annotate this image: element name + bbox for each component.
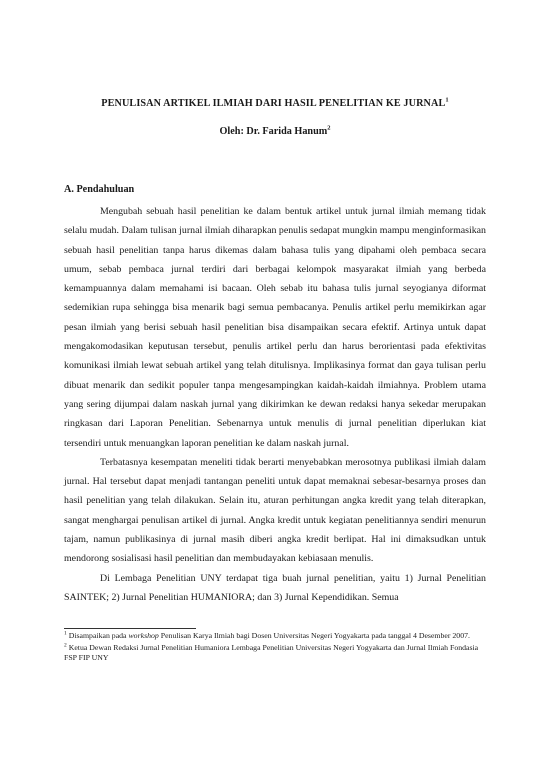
footnotes bbox=[64, 631, 486, 665]
footnote bbox=[64, 631, 486, 642]
body-text bbox=[64, 202, 486, 607]
footnote-divider bbox=[64, 628, 196, 629]
footnote-number: 1 bbox=[64, 630, 67, 637]
author-footnote-mark: 2 bbox=[327, 124, 331, 132]
document-title bbox=[60, 98, 490, 109]
author-text: Oleh: Dr. Farida Hanum bbox=[219, 126, 328, 137]
paragraph: Mengubah sebuah hasil penelitian ke dalam bentuk artikel untuk jurnal ilmiah memang tidak selalu mudah. Dalam tulisan jurnal ilmiah diharapkan penulis sedapat mungkin mampu menginformasikan sebuah hasil penelitian tanpa harus dikemas dalam bahasa tulis yang dipahami oleh pembaca secara umum, sebab pembaca jurnal terdiri dari berbagai kelompok masyarakat ilmiah yang berbeda kemampuannya dalam memahami isi bacaan. Oleh sebab itu bahasa tulis jurnal seyogianya diformat sedemikian rupa sehingga bisa menarik bagi semua pembacanya. Penulis artikel perlu memikirkan agar pesan ilmiah yang berisi sebuah hasil penelitian bisa disampaikan secara efektif. Artinya untuk dapat mengakomodasikan keputusan tersebut, penulis artikel perlu dan harus berorientasi pada efektivitas komunikasi ilmiah lewat sebuah artikel yang telah ditulisnya. Implikasinya format dan gaya tulisan perlu dibuat menarik dan sedikit populer tanpa mengesampingkan kaidah-kaidah ilmiahnya. Problem utama yang sering dijumpai dalam naskah jurnal yang dikirimkan ke dewan redaksi hanya sekedar merupakan ringkasan dari Laporan Penelitian. Sebenarnya untuk menulis di jurnal penelitian diperlukan kiat tersendiri untuk menuangkan laporan penelitian ke dalam naskah jurnal. bbox=[64, 206, 486, 449]
footnote-italic-text: workshop bbox=[128, 631, 159, 640]
footnote-text: Disampaikan pada bbox=[68, 631, 129, 640]
title-footnote-mark: 1 bbox=[445, 96, 449, 104]
title-text: PENULISAN ARTIKEL ILMIAH DARI HASIL PENELITIAN KE JURNAL bbox=[101, 98, 446, 109]
footnote-text: Ketua Dewan Redaksi Jurnal Penelitian Humaniora Lembaga Penelitian Universitas Negeri Yogyakarta dan Jurnal Ilmiah Fondasia FSP FIP UNY bbox=[64, 642, 479, 663]
footnote-number: 2 bbox=[64, 642, 67, 648]
paragraph: Terbatasnya kesempatan meneliti tidak berarti menyebabkan merosotnya publikasi ilmiah dalam jurnal. Hal tersebut dapat menjadi tantangan peneliti untuk dapat memaknai sebesar-besarnya proses dan hasil penelitian yang telah dilakukan. Selain itu, aturan perhitungan angka kredit yang telah diterapkan, sangat menghargai penulisan artikel di jurnal. Angka kredit untuk kegiatan penelitiannya sendiri menurun tajam, namun publikasinya di jurnal masih diberi angka kredit berlipat. Hal ini dimaksudkan untuk mendorong sosialisasi hasil penelitian dan membudayakan kebiasaan menulis. bbox=[64, 456, 486, 565]
footnote-text: Penulisan Karya Ilmiah bagi Dosen Universitas Negeri Yogyakarta pada tanggal 4 Desember 2007. bbox=[158, 631, 470, 640]
paragraph: Di Lembaga Penelitian UNY terdapat tiga buah jurnal penelitian, yaitu 1) Jurnal Penelitian SAINTEK; 2) Jurnal Penelitian HUMANIORA; dan 3) Jurnal Kependidikan. Semua bbox=[64, 572, 486, 603]
footnote bbox=[64, 643, 486, 664]
section-heading: A. Pendahuluan bbox=[64, 184, 135, 195]
author-line bbox=[60, 126, 490, 137]
